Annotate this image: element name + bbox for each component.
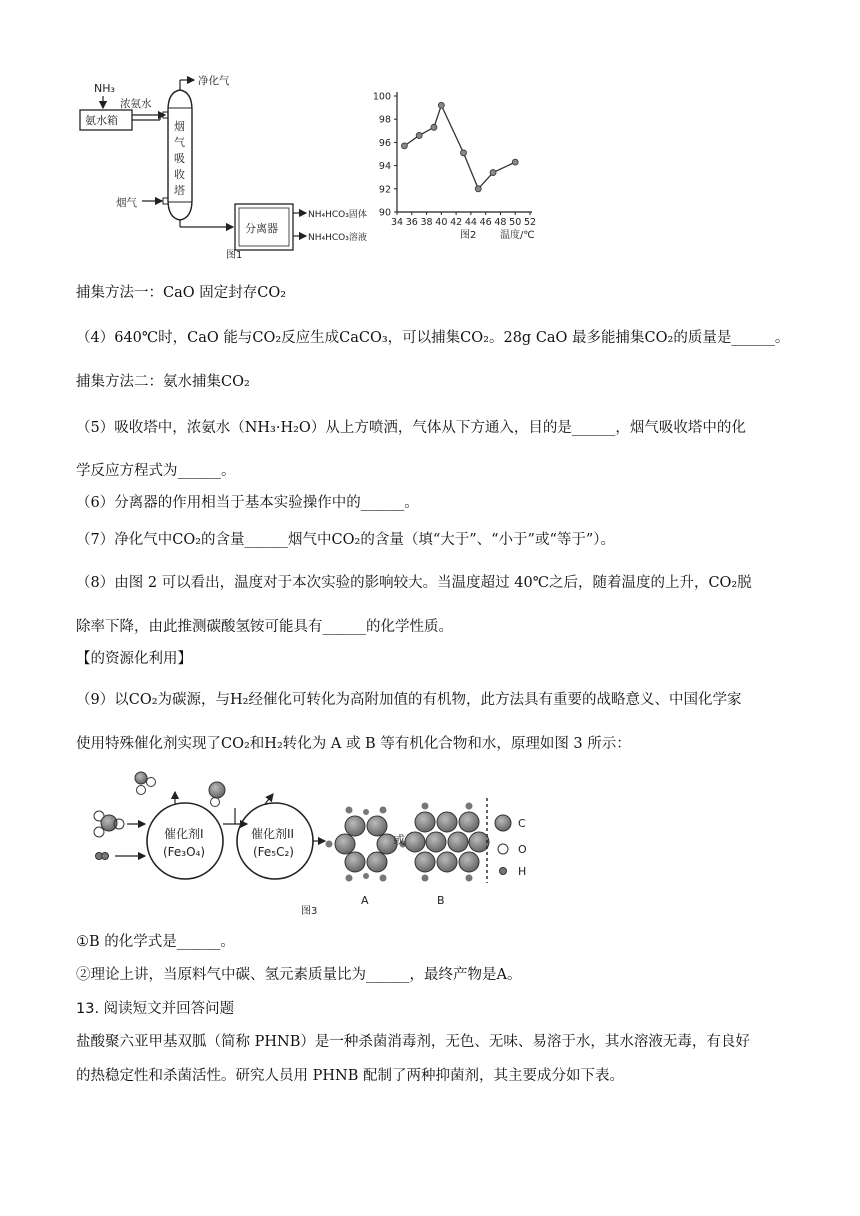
x-tick-label: 36 xyxy=(405,217,418,228)
svg-text:吸: 吸 xyxy=(174,152,185,165)
figure-1-process-diagram xyxy=(70,72,367,262)
or-label: 或 xyxy=(393,833,406,847)
x-tick-label: 50 xyxy=(509,217,522,228)
question-4: （4）640℃时，CaO 能与CO₂反应生成CaCO₃，可以捕集CO₂。28g CaO 最多能捕集CO₂的质量是______。 xyxy=(76,330,790,346)
legend-c: C xyxy=(518,817,526,830)
section-heading: 【的资源化利用】 xyxy=(76,651,192,667)
question-9-line-1: （9）以CO₂为碳源，与H₂经催化可转化为高附加值的有机物，此方法具有重要的战略意义、中国化学家 xyxy=(76,692,742,708)
molecule-a-label: A xyxy=(361,894,369,907)
question-5-line-2: 学反应方程式为______。 xyxy=(76,463,236,479)
y-tick-label: 94 xyxy=(378,161,391,173)
data-point xyxy=(438,102,444,108)
legend-o: O xyxy=(518,843,527,856)
data-point xyxy=(416,132,422,138)
x-tick-label: 34 xyxy=(390,217,404,228)
tower-label xyxy=(174,119,185,197)
data-point xyxy=(475,186,481,192)
question-9-line-2: 使用特殊催化剂实现了CO₂和H₂转化为 A 或 B 等有机化合物和水，原理如图 3 所示： xyxy=(76,736,631,752)
purified-gas-label: 净化气 xyxy=(198,75,230,87)
passage-line-2: 的热稳定性和杀菌活性。研究人员用 PHNB 配制了两种抑菌剂，其主要成分如下表。 xyxy=(76,1068,624,1084)
catalyst-1-formula: (Fe₃O₄) xyxy=(163,845,206,859)
solution-output-label: NH₄HCO₃溶液 xyxy=(308,233,367,243)
catalyst-2-label: 催化剂II xyxy=(251,827,295,841)
y-tick-label: 92 xyxy=(378,184,391,196)
data-point xyxy=(461,150,467,156)
question-13-heading: 13. 阅读短文并回答问题 xyxy=(76,1001,235,1017)
x-tick-label: 52 xyxy=(523,217,537,228)
svg-text:气: 气 xyxy=(174,136,185,149)
x-tick-label: 46 xyxy=(479,217,492,228)
x-tick-label: 48 xyxy=(494,217,507,228)
nh3-label: NH₃ xyxy=(94,82,115,95)
svg-text:烟: 烟 xyxy=(174,120,185,133)
catalyst-2-formula: (Fe₅C₂) xyxy=(253,845,294,859)
ammonia-tank-label: 氨水箱 xyxy=(85,114,118,127)
figure-2-line-chart xyxy=(355,84,540,244)
question-6: （6）分离器的作用相当于基本实验操作中的______。 xyxy=(76,495,419,511)
question-8-line-2: 除率下降，由此推测碳酸氢铵可能具有______的化学性质。 xyxy=(76,619,453,635)
data-point xyxy=(490,170,496,176)
sub-question-2: ②理论上讲，当原料气中碳、氢元素质量比为______，最终产物是A。 xyxy=(76,967,522,983)
separator-label: 分离器 xyxy=(245,222,278,235)
data-line xyxy=(404,105,515,189)
catalyst-1 xyxy=(147,803,223,879)
legend-h: H xyxy=(518,865,527,878)
x-tick-label: 38 xyxy=(420,217,433,228)
svg-text:塔: 塔 xyxy=(174,184,185,197)
sub-question-1: ①B 的化学式是______。 xyxy=(76,934,235,950)
data-point xyxy=(512,159,518,165)
question-8-line-1: （8）由图 2 可以看出，温度对于本次实验的影响较大。当温度超过 40℃之后，随着温度的上升，CO₂脱 xyxy=(76,575,752,591)
data-point xyxy=(431,124,437,130)
data-point xyxy=(401,143,407,149)
question-7: （7）净化气中CO₂的含量______烟气中CO₂的含量（填“大于”、“小于”或“等于”）。 xyxy=(76,532,616,548)
molecule-b xyxy=(405,803,489,882)
solid-output-label: NH₄HCO₃固体 xyxy=(308,210,367,220)
y-tick-label: 98 xyxy=(378,114,391,126)
x-tick-label: 42 xyxy=(450,217,463,228)
conc-ammonia-label: 浓氨水 xyxy=(120,98,152,110)
passage-line-1: 盐酸聚六亚甲基双胍（简称 PHNB）是一种杀菌消毒剂，无色、无味、易溶于水，其水溶液无毒，有良好 xyxy=(76,1034,750,1050)
capture-method-2: 捕集方法二：氨水捕集CO₂ xyxy=(76,374,250,390)
figure-3-caption: 图3 xyxy=(301,906,318,917)
catalyst-1-label: 催化剂I xyxy=(164,827,204,841)
figure-1-caption: 图1 xyxy=(226,250,243,261)
flue-gas-label: 烟气 xyxy=(116,197,137,209)
y-tick-label: 96 xyxy=(378,137,391,149)
figure-3-catalysis-diagram xyxy=(85,768,535,918)
figure-2-caption: 图2 xyxy=(460,230,477,241)
question-5-line-1: （5）吸收塔中，浓氨水（NH₃·H₂O）从上方喷洒，气体从下方通入，目的是______，烟气吸收塔中的化 xyxy=(76,420,746,436)
capture-method-1: 捕集方法一：CaO 固定封存CO₂ xyxy=(76,285,287,301)
catalyst-2 xyxy=(237,803,313,879)
x-tick-label: 44 xyxy=(464,217,477,228)
y-tick-label: 100 xyxy=(372,91,391,103)
svg-text:收: 收 xyxy=(174,168,185,181)
y-tick-label: 90 xyxy=(378,207,391,219)
x-axis-label: 温度/℃ xyxy=(500,230,535,241)
molecule-b-label: B xyxy=(437,894,445,907)
x-tick-label: 40 xyxy=(435,217,448,228)
